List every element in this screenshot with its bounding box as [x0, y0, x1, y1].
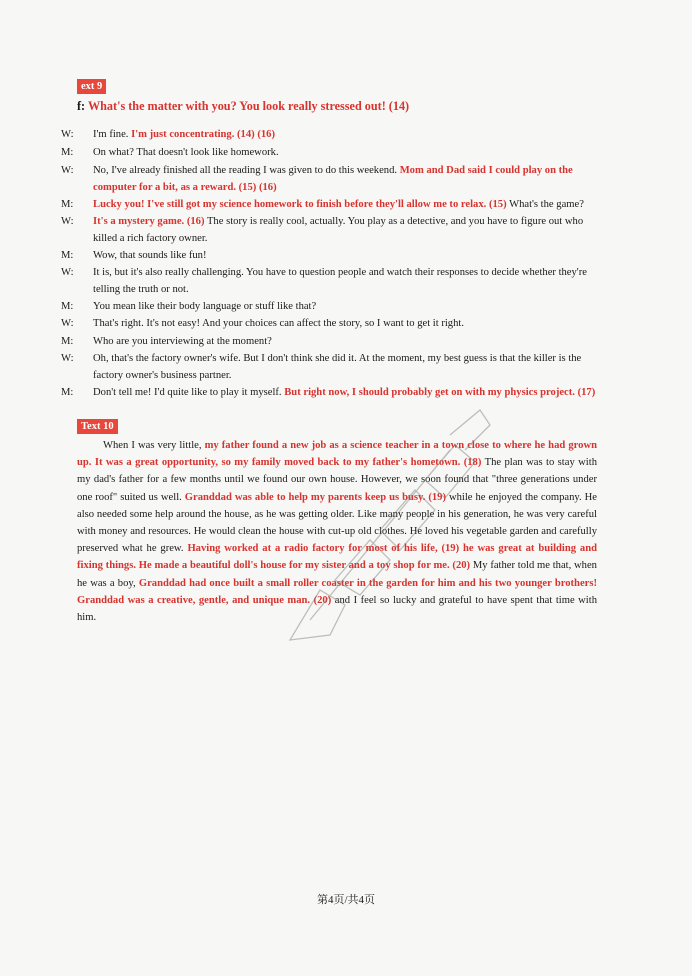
passage-text: and I feel so lucky and grateful to have spent that time with him.: [77, 594, 597, 624]
speaker-label: M:: [61, 387, 74, 398]
speaker-label: M:: [61, 301, 74, 312]
page-footer: 第4页/共4页: [316, 894, 376, 906]
dialogue-turn: [61, 350, 609, 384]
passage-text: When I was very little,: [103, 440, 205, 451]
dialogue-turn: [61, 315, 609, 332]
text9-title: [77, 99, 409, 114]
speaker-label: W:: [61, 318, 74, 329]
text10-paragraph: [77, 437, 597, 626]
dialogue-turn: [61, 213, 609, 247]
speaker-label: M:: [61, 147, 74, 158]
dialogue-turn: [61, 298, 609, 315]
speaker-label: W:: [61, 353, 74, 364]
dialogue-text: Oh, that's the factory owner's wife. But I don't think she did it. At the moment, my best guess is that the killer is the factory owner's business partner.: [93, 353, 582, 381]
speaker-label: M:: [61, 336, 74, 347]
speaker-label: M:: [61, 250, 74, 261]
answer-text: I'm just concentrating. (14) (16): [131, 129, 275, 140]
title-text: What's the matter with you? You look really stressed out! (14): [87, 99, 410, 113]
answer-text: Mom and Dad said I could play on the computer for a bit, as a reward. (15) (16): [93, 165, 573, 193]
dialogue-turn: [61, 247, 609, 264]
speaker-label: W:: [61, 267, 74, 278]
dialogue-text: On what? That doesn't look like homework.: [93, 147, 279, 158]
speaker-label: W:: [61, 216, 74, 227]
speaker-label: W:: [61, 165, 74, 176]
dialogue-text: What's the game?: [506, 199, 584, 210]
dialogue-turn: [61, 196, 609, 213]
dialogue-text: Wow, that sounds like fun!: [93, 250, 207, 261]
dialogue-turn: [61, 144, 609, 161]
dialogue-text: You mean like their body language or stuff like that?: [93, 301, 317, 312]
dialogue-turn: [61, 384, 609, 401]
passage-text: The plan was to stay with my dad's father for a few months until we found our own house. However, we soon found that "three generations under one roof" suited us well.: [77, 457, 597, 503]
title-speaker: f:: [77, 99, 86, 113]
dialogue-turn: [61, 264, 609, 298]
passage-text: My father told me that, when he was a boy,: [77, 560, 597, 589]
dialogue-text: Don't tell me! I'd quite like to play it myself.: [93, 387, 285, 398]
speaker-label: M:: [61, 199, 74, 210]
answer-text: Lucky you! I've still got my science homework to finish before they'll allow me to relax. (15): [93, 199, 507, 210]
answer-text: Granddad was able to help my parents keep us busy. (19): [184, 491, 446, 503]
answer-text: Granddad had once built a small roller coaster in the garden for him and his two younger brothers! Granddad was a creative, gentle, and unique man. (20): [77, 577, 597, 606]
answer-text: Having worked at a radio factory for most of his life, (19) he was great at building and fixing things. He made a beautiful doll's house for my sister and a toy shop for me. (20): [77, 543, 597, 572]
dialogue-text: No, I've already finished all the reading I was given to do this weekend.: [93, 165, 400, 176]
dialogue-text: The story is really cool, actually. You play as a detective, and you have to figure out who killed a rich factory owner.: [93, 216, 584, 244]
dialogue-text: I'm fine.: [93, 129, 132, 140]
dialogue-turn: [61, 333, 609, 350]
answer-text: It's a mystery game. (16): [93, 216, 205, 227]
dialogue-text: It is, but it's also really challenging. You have to question people and watch their responses to decide whether they're telling the truth or not.: [93, 267, 587, 295]
dialogue-text: That's right. It's not easy! And your choices can affect the story, so I want to get it right.: [93, 318, 464, 329]
passage-text: while he enjoyed the company. He also needed some help around the house, as he was getting older. Like many people in his generation, he was very careful with money and resources. He would clean the house with cut-up old clothes. He loved his vegetable garden and carefully preserved what he grew.: [77, 491, 597, 555]
section-label-text9: ext 9: [77, 79, 106, 94]
answer-text: But right now, I should probably get on with my physics project. (17): [284, 387, 596, 398]
dialogue-turn: [61, 126, 609, 143]
dialogue-text: Who are you interviewing at the moment?: [93, 336, 272, 347]
answer-text: my father found a new job as a science teacher in a town close to where he had grown up. It was a great opportunity, so my family moved back to my father's hometown. (18): [77, 440, 597, 469]
dialogue-turn: [61, 162, 609, 196]
section-label-text10: Text 10: [77, 419, 118, 434]
speaker-label: W:: [61, 129, 74, 140]
